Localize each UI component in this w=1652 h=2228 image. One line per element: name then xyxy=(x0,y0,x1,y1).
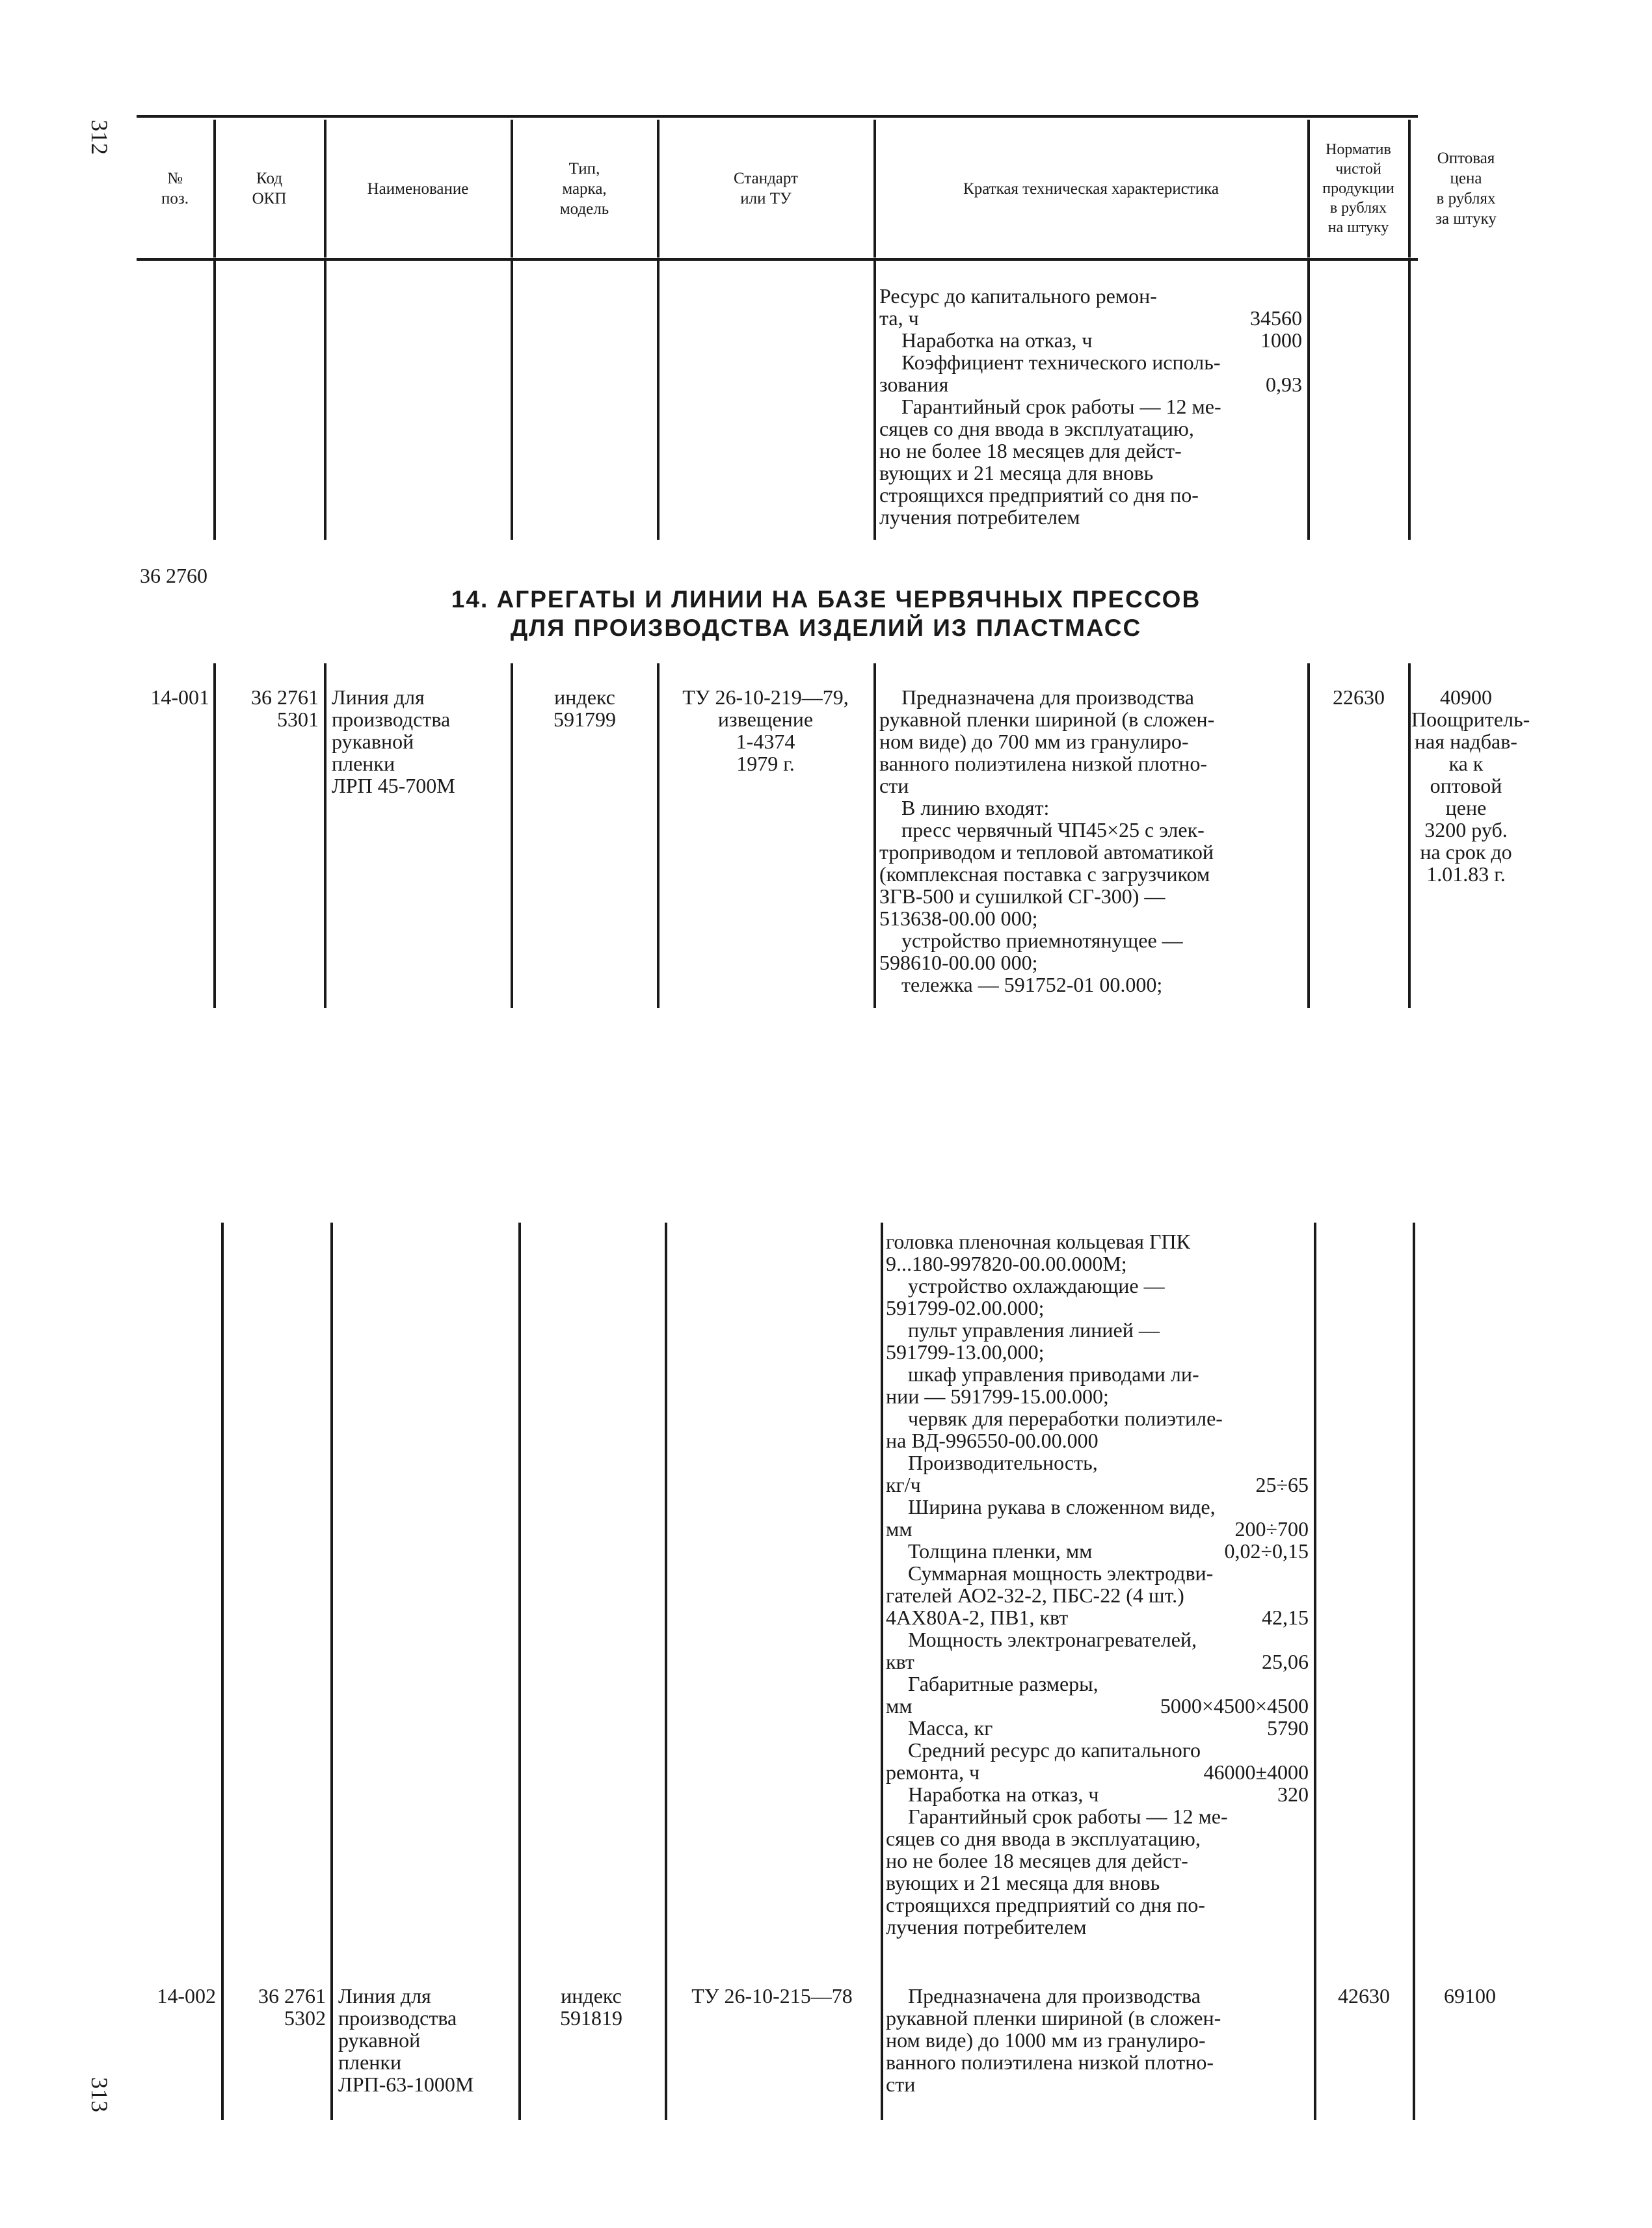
spec-key: Наработка на отказ, ч xyxy=(901,328,1093,352)
spec-line: шкаф управления приводами ли- xyxy=(908,1362,1199,1386)
row2-name: Линия для производства рукавной пленки ЛРП-63-1000М xyxy=(338,1984,474,2096)
spec-line: вующих и 21 месяца для вновь xyxy=(886,1871,1160,1894)
spec-value: 0,02÷0,15 xyxy=(1224,1539,1309,1563)
col-line xyxy=(511,260,513,540)
row1-pos: 14-001 xyxy=(150,685,209,709)
spec-line: (комплексная поставка с загрузчиком xyxy=(879,862,1210,886)
continued-spec xyxy=(879,285,1302,528)
spec-key: мм xyxy=(886,1694,913,1717)
spec-line xyxy=(886,1474,1309,1496)
col-line xyxy=(324,663,326,1008)
spec-line: Коэффициент технического исполь- xyxy=(901,351,1221,374)
col-line xyxy=(1408,260,1411,540)
row2-okp: 36 2761 5302 xyxy=(258,1984,326,2030)
section-title-line1: 14. АГРЕГАТЫ И ЛИНИИ НА БАЗЕ ЧЕРВЯЧНЫХ ПРЕССОВ xyxy=(451,586,1201,613)
spec-key: 4АХ80А-2, ПВ1, квт xyxy=(886,1606,1069,1629)
col-line xyxy=(881,1977,883,2120)
col-line xyxy=(1408,663,1411,1008)
col-line xyxy=(511,663,513,1008)
col-line xyxy=(1307,260,1310,540)
spec-key: Масса, кг xyxy=(908,1716,993,1740)
spec-value: 25÷65 xyxy=(1255,1473,1309,1496)
spec-line: Предназначена для производства xyxy=(901,685,1194,709)
row1-okp: 36 2761 5301 xyxy=(251,685,319,731)
row1-standard: ТУ 26-10-219—79, извещение 1-4374 1979 г. xyxy=(682,685,849,775)
spec-value: 25,06 xyxy=(1262,1650,1309,1673)
spec-line xyxy=(886,1651,1309,1673)
col-line xyxy=(221,1977,224,2120)
spec-line xyxy=(886,1540,1309,1562)
spec-key: Наработка на отказ, ч xyxy=(908,1783,1099,1806)
spec-line: Ресурс до капитального ремон- xyxy=(879,284,1157,308)
spec-line: ном виде) до 700 мм из гранулиро- xyxy=(879,730,1189,753)
spec-line: устройство приемнотянущее — xyxy=(901,929,1183,952)
spec-line: Гарантийный срок работы — 12 ме- xyxy=(901,395,1221,418)
spec-key: зования xyxy=(879,373,949,396)
spec-line: Ширина рукава в сложенном виде, xyxy=(908,1495,1216,1518)
spec-key: ремонта, ч xyxy=(886,1760,980,1784)
header-spec: Краткая техническая характеристика xyxy=(963,179,1219,198)
spec-key: мм xyxy=(886,1517,913,1541)
spec-line: вующих и 21 месяца для вновь xyxy=(879,461,1154,484)
spec-line: но не более 18 месяцев для дейст- xyxy=(879,439,1182,462)
row2-pos: 14-002 xyxy=(157,1984,216,2008)
col-line xyxy=(1307,663,1310,1008)
spec-line: Мощность электронагревателей, xyxy=(908,1628,1197,1651)
spec-line xyxy=(879,373,1302,395)
spec-line: ЗГВ-500 и сушилкой СГ-300) — xyxy=(879,884,1166,908)
spec-line: лучения потребителем xyxy=(886,1915,1087,1939)
row2-norm: 42630 xyxy=(1338,1984,1390,2008)
row1-spec xyxy=(879,686,1302,996)
spec-value: 320 xyxy=(1277,1783,1309,1806)
row1-price: 40900 Поощритель- ная надбав- ка к оптовой цене 3200 руб. на срок до 1.01.83 г. xyxy=(1411,685,1530,886)
col-line xyxy=(518,1977,521,2120)
page-number-bottom: 313 xyxy=(87,2077,113,2112)
col-line xyxy=(873,260,876,540)
spec-line: Суммарная мощность электродви- xyxy=(908,1561,1214,1585)
spec-line: Гарантийный срок работы — 12 ме- xyxy=(908,1805,1228,1828)
spec-line: лучения потребителем xyxy=(879,505,1080,529)
spec-line: нии — 591799-15.00.000; xyxy=(886,1385,1109,1408)
spec-line xyxy=(886,1518,1309,1540)
spec-line: строящихся предприятий со дня по- xyxy=(886,1893,1205,1916)
header-bottom-rule xyxy=(137,258,1418,261)
spec-line: головка пленочная кольцевая ГПК xyxy=(886,1230,1190,1253)
col-line xyxy=(873,663,876,1008)
spec-value: 42,15 xyxy=(1262,1606,1309,1629)
section-title-line2: ДЛЯ ПРОИЗВОДСТВА ИЗДЕЛИЙ ИЗ ПЛАСТМАСС xyxy=(510,615,1142,641)
page-number-top: 312 xyxy=(87,120,113,155)
spec-line xyxy=(879,307,1302,329)
col-line xyxy=(657,260,659,540)
header-standard: Стандарт или ТУ xyxy=(734,170,798,207)
spec-line: Предназначена для производства xyxy=(908,1984,1201,2008)
spec-line: сяцев со дня ввода в эксплуатацию, xyxy=(886,1827,1201,1850)
header-norm: Норматив чистой продукции в рублях на штуку xyxy=(1322,141,1394,236)
row2-type: индекс 591819 xyxy=(560,1984,622,2030)
header-name: Наименование xyxy=(367,179,469,198)
col-line xyxy=(213,260,216,540)
header-pos: № поз. xyxy=(161,170,189,207)
spec-line: 513638-00.00 000; xyxy=(879,907,1038,930)
spec-line: В линию входят: xyxy=(901,796,1050,819)
spec-line: 591799-02.00.000; xyxy=(886,1296,1045,1320)
spec-line: сяцев со дня ввода в эксплуатацию, xyxy=(879,417,1194,440)
spec-line: гателей АО2-32-2, ПБС-22 (4 шт.) xyxy=(886,1584,1184,1607)
row1-cont-spec xyxy=(886,1230,1309,1938)
spec-line xyxy=(886,1761,1309,1783)
spec-value: 5790 xyxy=(1267,1716,1309,1740)
col-line xyxy=(213,663,216,1008)
spec-line: 591799-13.00,000; xyxy=(886,1340,1045,1364)
spec-line: пресс червячный ЧП45×25 с элек- xyxy=(901,818,1205,842)
spec-line: Средний ресурс до капитального xyxy=(908,1738,1201,1762)
spec-value: 1000 xyxy=(1260,328,1302,352)
spec-line: ванного полиэтилена низкой плотно- xyxy=(886,2050,1214,2074)
spec-line xyxy=(886,1606,1309,1628)
row2-standard: ТУ 26-10-215—78 xyxy=(691,1984,853,2008)
spec-key: квт xyxy=(886,1650,914,1673)
spec-line: червяк для переработки полиэтиле- xyxy=(908,1407,1223,1430)
header-price: Оптовая цена в рублях за штуку xyxy=(1435,150,1497,228)
section-code: 36 2760 xyxy=(140,564,207,587)
spec-line xyxy=(886,1695,1309,1717)
spec-value: 200÷700 xyxy=(1234,1517,1309,1541)
spec-line: троприводом и тепловой автоматикой xyxy=(879,840,1214,864)
spec-key: Толщина пленки, мм xyxy=(908,1539,1093,1563)
spec-value: 34560 xyxy=(1250,306,1302,330)
row2-spec xyxy=(886,1985,1309,2095)
row1-norm: 22630 xyxy=(1333,685,1385,709)
spec-value: 46000±4000 xyxy=(1203,1760,1309,1784)
spec-line: 9...180-997820-00.00.000М; xyxy=(886,1252,1127,1275)
spec-line: Габаритные размеры, xyxy=(908,1672,1099,1695)
spec-line xyxy=(886,1717,1309,1739)
spec-line: строящихся предприятий со дня по- xyxy=(879,483,1199,507)
spec-line: 598610-00.00 000; xyxy=(879,951,1038,974)
spec-key: та, ч xyxy=(879,306,919,330)
col-line xyxy=(324,260,326,540)
col-line xyxy=(330,1977,333,2120)
spec-line: сти xyxy=(886,2073,916,2096)
row2-price: 69100 xyxy=(1444,1984,1496,2008)
spec-line: но не более 18 месяцев для дейст- xyxy=(886,1849,1188,1872)
spec-line: тележка — 591752-01 00.000; xyxy=(901,973,1163,996)
spec-line: сти xyxy=(879,774,909,797)
spec-line: Производительность, xyxy=(908,1451,1098,1474)
spec-line xyxy=(879,329,1302,351)
spec-line: на ВД-996550-00.00.000 xyxy=(886,1429,1099,1452)
row1-name: Линия для производства рукавной пленки ЛРП 45-700М xyxy=(332,685,455,797)
header-type: Тип, марка, модель xyxy=(559,159,609,218)
spec-line: устройство охлаждающие — xyxy=(908,1274,1165,1297)
col-line xyxy=(657,663,659,1008)
spec-line xyxy=(886,1783,1309,1805)
spec-key: кг/ч xyxy=(886,1473,921,1496)
spec-line: рукавной пленки шириной (в сложен- xyxy=(886,2006,1221,2030)
spec-line: ванного полиэтилена низкой плотно- xyxy=(879,752,1207,775)
spec-value: 5000×4500×4500 xyxy=(1160,1694,1309,1717)
spec-line: ном виде) до 1000 мм из гранулиро- xyxy=(886,2028,1206,2052)
spec-line: пульт управления линией — xyxy=(908,1318,1160,1342)
spec-line: рукавной пленки шириной (в сложен- xyxy=(879,708,1215,731)
spec-value: 0,93 xyxy=(1266,373,1302,396)
row1-type: индекс 591799 xyxy=(553,685,616,731)
header-okp: Код ОКП xyxy=(252,170,287,207)
header-top-rule xyxy=(137,115,1418,118)
